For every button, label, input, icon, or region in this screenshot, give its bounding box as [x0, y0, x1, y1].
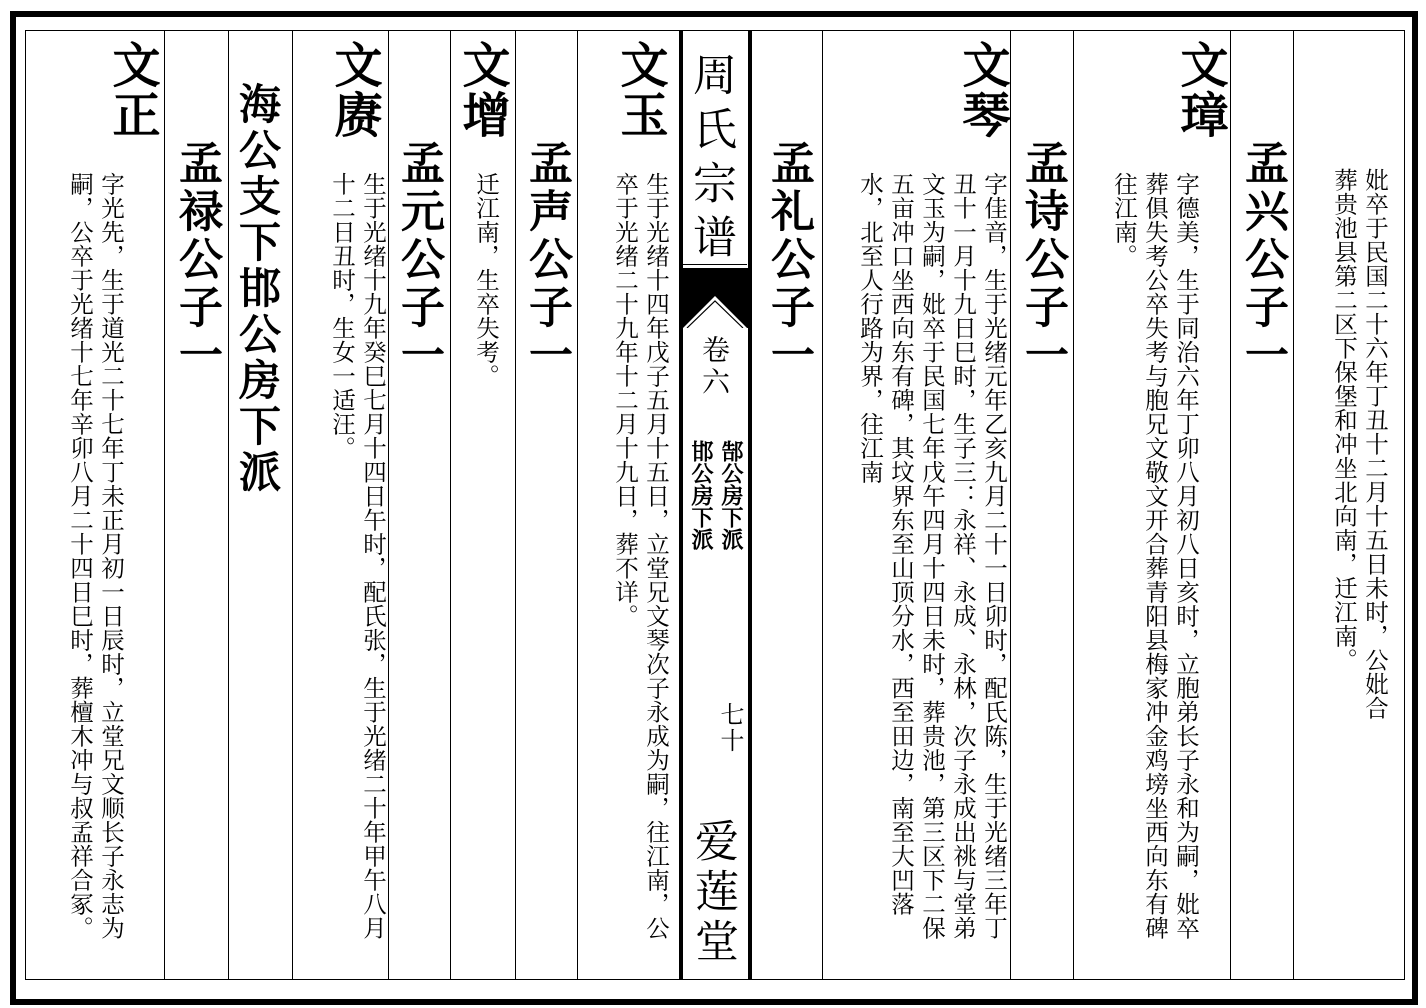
column-divider [164, 30, 165, 980]
bio-wen-qin: 字佳音，生于光绪元年乙亥九月二十一日卯时，配氏陈，生于光绪三年丁丑十一月十九日巳时，生子三：永祥、永成、永林，次子永成出祧与堂弟文玉为嗣，妣卒于民国七年戊午四月十四日未时，葬贵池，第三区下二保五亩冲口坐西向东有碑，其坟界东至山顶分水，西至田边，南至大凹落水，北至人行路为界，往江南 [856, 172, 1008, 940]
column-divider [577, 30, 578, 980]
column-divider [1010, 30, 1011, 980]
person-name-wen-qin: 文琴 [954, 40, 1010, 140]
person-name-wen-zhang: 文璋 [1172, 40, 1228, 140]
spine-rule-right [748, 30, 752, 980]
father-entry-meng-sheng: 孟声公子一 [521, 140, 572, 380]
column-divider [450, 30, 451, 980]
father-entry-meng-yuan: 孟元公子一 [393, 140, 444, 380]
column-divider [515, 30, 516, 980]
volume-label: 卷六 [698, 335, 731, 399]
tail-text-column: 妣卒于民国二十六年丁丑十二月十五日未时，公妣合葬贵池县第二区下保堡和冲坐北向南，迁江南。 [1330, 168, 1389, 720]
father-entry-meng-li: 孟礼公子一 [763, 140, 814, 380]
column-divider [292, 30, 293, 980]
person-name-wen-zheng: 文正 [104, 40, 160, 140]
section-label: 郜公房下派 邯公房下派 [688, 440, 744, 550]
person-name-wen-zeng: 文增 [454, 40, 510, 140]
genealogy-title: 周氏宗谱 [685, 52, 736, 268]
bio-wen-zeng: 迁江南，生卒失考。 [472, 172, 500, 388]
column-divider [388, 30, 389, 980]
bio-wen-zhang: 字德美，生于同治六年丁卯八月初八日亥时，立胞弟长子永和为嗣，妣卒葬俱失考公卒失考与胞兄文敬文开合葬青阳县梅家冲金鸡塝坐西向东有碑往江南。 [1110, 172, 1200, 940]
branch-heading: 海公支下邯公房下派 [233, 82, 282, 496]
column-divider [1293, 30, 1294, 980]
column-divider [822, 30, 823, 980]
father-entry-meng-shi: 孟诗公子一 [1017, 140, 1068, 380]
page-number: 七十 [716, 702, 744, 754]
column-divider [228, 30, 229, 980]
column-divider [1230, 30, 1231, 980]
father-entry-meng-xing: 孟兴公子一 [1237, 140, 1288, 380]
column-divider [1073, 30, 1074, 980]
father-entry-meng-lu: 孟禄公子一 [171, 140, 222, 380]
bio-wen-zheng: 字光先，生于道光二十七年丁未正月初一日辰时，立堂兄文顺长子永志为嗣，公卒于光绪十七年辛卯八月二十四日巳时，葬檀木冲与叔孟祥合冢。 [66, 172, 125, 940]
bio-wen-yu: 生于光绪十四年戊子五月十五日，立堂兄文琴次子永成为嗣，往江南，公卒于光绪二十九年十二月十九日，葬不详。 [611, 172, 670, 940]
bio-wen-geng: 生于光绪十九年癸巳七月十四日午时，配氏张，生于光绪二十年甲午八月十二日丑时，生女一适汪。 [328, 172, 387, 940]
person-name-wen-geng: 文赓 [326, 40, 382, 140]
spine-rule-left [679, 30, 683, 980]
spine-ornament [681, 268, 749, 328]
hall-name: 爱莲堂 [687, 818, 738, 968]
person-name-wen-yu: 文玉 [612, 40, 668, 140]
